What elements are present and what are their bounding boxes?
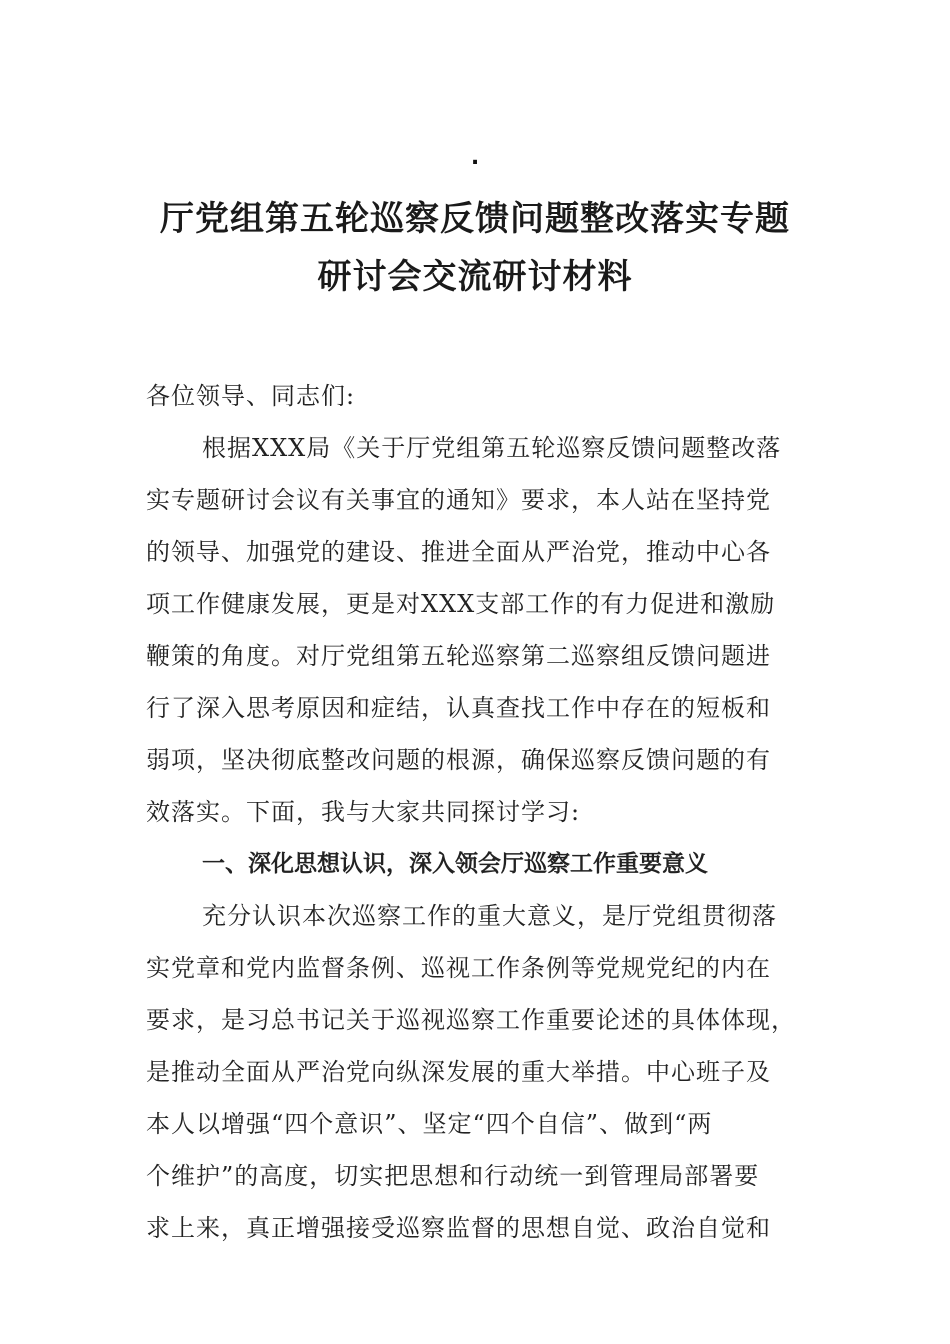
title-line-1: 厅党组第五轮巡察反馈问题整改落实专题 — [160, 199, 790, 239]
salutation: 各位领导、同志们: — [146, 382, 356, 410]
top-mark: . — [470, 145, 480, 170]
paragraph-1-line: 实专题研讨会议有关事宜的通知》要求，本人站在坚持党 — [146, 486, 771, 514]
paragraph-1-line: 项工作健康发展，更是对XXX支部工作的有力促进和激励 — [146, 590, 776, 618]
paragraph-2-line: 本人以增强“四个意识”、坚定“四个自信”、做到“两 — [146, 1110, 713, 1138]
paragraph-2-line: 是推动全面从严治党向纵深发展的重大举措。中心班子及 — [146, 1058, 771, 1086]
paragraph-1-line: 鞭策的角度。对厅党组第五轮巡察第二巡察组反馈问题进 — [146, 642, 771, 670]
paragraph-2-line: 求上来，真正增强接受巡察监督的思想自觉、政治自觉和 — [146, 1214, 771, 1242]
paragraph-2-line: 充分认识本次巡察工作的重大意义，是厅党组贯彻落 — [202, 902, 777, 930]
section-heading-1: 一、深化思想认识，深入领会厅巡察工作重要意义 — [202, 851, 708, 877]
document-title — [100, 190, 850, 306]
document-body — [146, 370, 806, 1254]
paragraph-1-line: 行了深入思考原因和症结，认真查找工作中存在的短板和 — [146, 694, 771, 722]
title-line-2: 研讨会交流研讨材料 — [317, 257, 633, 297]
paragraph-1-line: 的领导、加强党的建设、推进全面从严治党，推动中心各 — [146, 538, 771, 566]
paragraph-2-line: 要求，是习总书记关于巡视巡察工作重要论述的具体体现， — [146, 1006, 796, 1034]
paragraph-2-line: 实党章和党内监督条例、巡视工作条例等党规党纪的内在 — [146, 954, 771, 982]
paragraph-1-line: 弱项，坚决彻底整改问题的根源，确保巡察反馈问题的有 — [146, 746, 771, 774]
paragraph-1-line: 根据XXX局《关于厅党组第五轮巡察反馈问题整改落 — [202, 434, 782, 462]
paragraph-1-line: 效落实。下面，我与大家共同探讨学习: — [146, 798, 581, 826]
paragraph-2-line: 个维护”的高度，切实把思想和行动统一到管理局部署要 — [146, 1162, 760, 1190]
